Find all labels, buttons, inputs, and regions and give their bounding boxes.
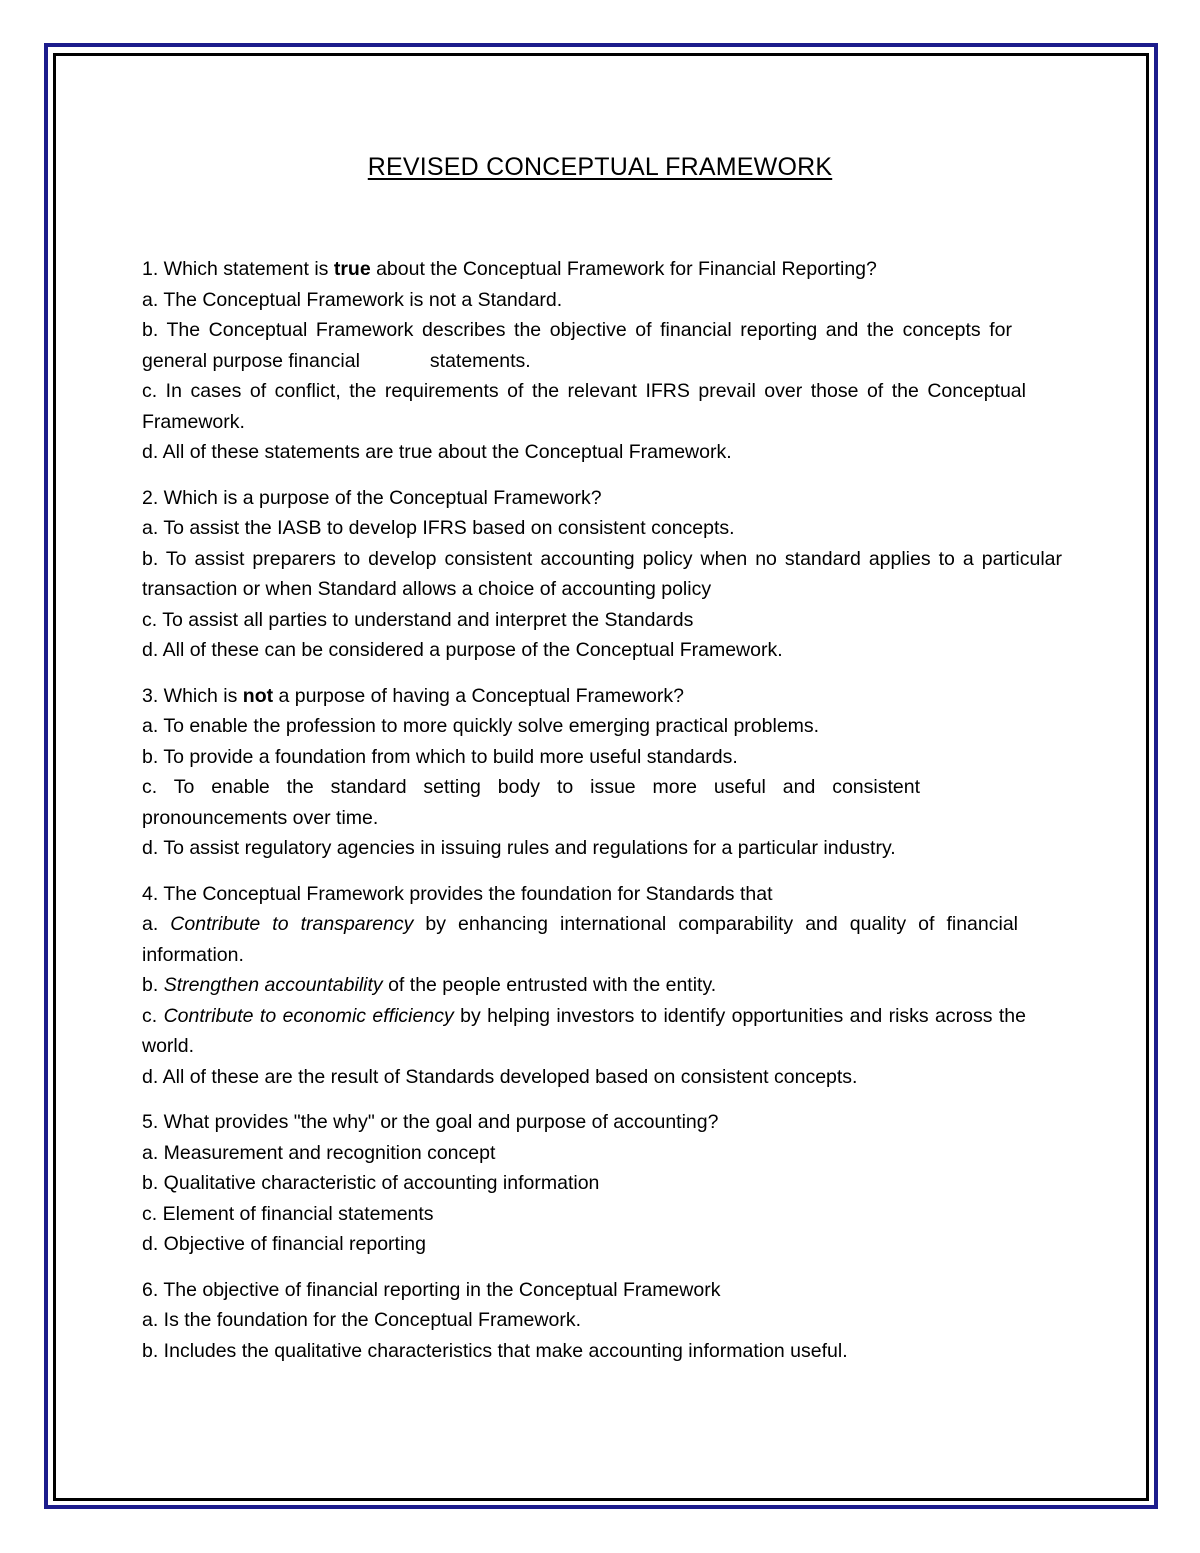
- emphasis-italic: Contribute to economic efficiency: [163, 1004, 454, 1027]
- option-d: d. All of these statements are true about the Conceptual Framework.: [142, 441, 732, 463]
- question-4: [142, 879, 1062, 1093]
- question-stem: 1. Which statement is true about the Conceptual Framework for Financial Reporting?: [142, 258, 877, 280]
- question-stem: 5. What provides "the why" or the goal and purpose of accounting?: [142, 1111, 719, 1133]
- question-2: [142, 483, 1062, 666]
- option-d: d. All of these can be considered a purpose of the Conceptual Framework.: [142, 639, 783, 661]
- emphasis-bold: not: [242, 684, 274, 707]
- question-stem: 3. Which is not a purpose of having a Conceptual Framework?: [142, 684, 684, 707]
- emphasis-italic: Strengthen accountability: [163, 974, 383, 996]
- emphasis-bold: true: [333, 258, 371, 280]
- option-c: c. Contribute to economic efficiency by helping investors to identify opportunities and risks across the world.: [142, 1004, 1026, 1057]
- option-b: b. Includes the qualitative characteristics that make accounting information useful.: [142, 1339, 848, 1362]
- document-title: REVISED CONCEPTUAL FRAMEWORK: [367, 153, 833, 181]
- option-a: a. To enable the profession to more quickly solve emerging practical problems.: [142, 715, 820, 737]
- option-a: a. The Conceptual Framework is not a Standard.: [142, 288, 563, 311]
- option-b: b. Strengthen accountability of the people entrusted with the entity.: [142, 974, 717, 996]
- questions-list: [142, 254, 1062, 1381]
- option-a: a. Measurement and recognition concept: [142, 1141, 496, 1164]
- option-d: d. Objective of financial reporting: [142, 1233, 426, 1255]
- option-a: a. To assist the IASB to develop IFRS based on consistent concepts.: [142, 517, 735, 539]
- option-a: a. Contribute to transparency by enhancing international comparability and quality of financial information.: [142, 913, 1018, 966]
- option-c: c. In cases of conflict, the requirements of the relevant IFRS prevail over those of the Conceptual Framework.: [142, 380, 1026, 433]
- question-stem: 4. The Conceptual Framework provides the foundation for Standards that: [142, 882, 773, 905]
- option-c: c. To assist all parties to understand and interpret the Standards: [142, 608, 694, 631]
- option-c: c. Element of financial statements: [142, 1202, 434, 1225]
- option-d: d. To assist regulatory agencies in issuing rules and regulations for a particular industry.: [142, 837, 896, 859]
- question-1: [142, 254, 1062, 468]
- emphasis-italic: Contribute to transparency: [170, 913, 414, 935]
- option-d: d. All of these are the result of Standards developed based on consistent concepts.: [142, 1065, 858, 1088]
- option-a: a. Is the foundation for the Conceptual Framework.: [142, 1309, 581, 1331]
- option-b: b. Qualitative characteristic of accounting information: [142, 1172, 600, 1194]
- question-6: [142, 1275, 1062, 1367]
- question-stem: 2. Which is a purpose of the Conceptual Framework?: [142, 486, 602, 509]
- question-5: [142, 1107, 1062, 1260]
- option-c: c. To enable the standard setting body to issue more useful and consistent pronouncements over time.: [142, 776, 920, 829]
- question-3: [142, 681, 1062, 864]
- option-b: b. To assist preparers to develop consistent accounting policy when no standard applies to a particular transaction or when Standard allows a choice of accounting policy: [142, 547, 1062, 600]
- option-b: b. To provide a foundation from which to build more useful standards.: [142, 745, 738, 768]
- question-stem: 6. The objective of financial reporting in the Conceptual Framework: [142, 1278, 721, 1301]
- option-b: b. The Conceptual Framework describes the objective of financial reporting and the concepts for general purpose financial statements.: [142, 319, 1012, 372]
